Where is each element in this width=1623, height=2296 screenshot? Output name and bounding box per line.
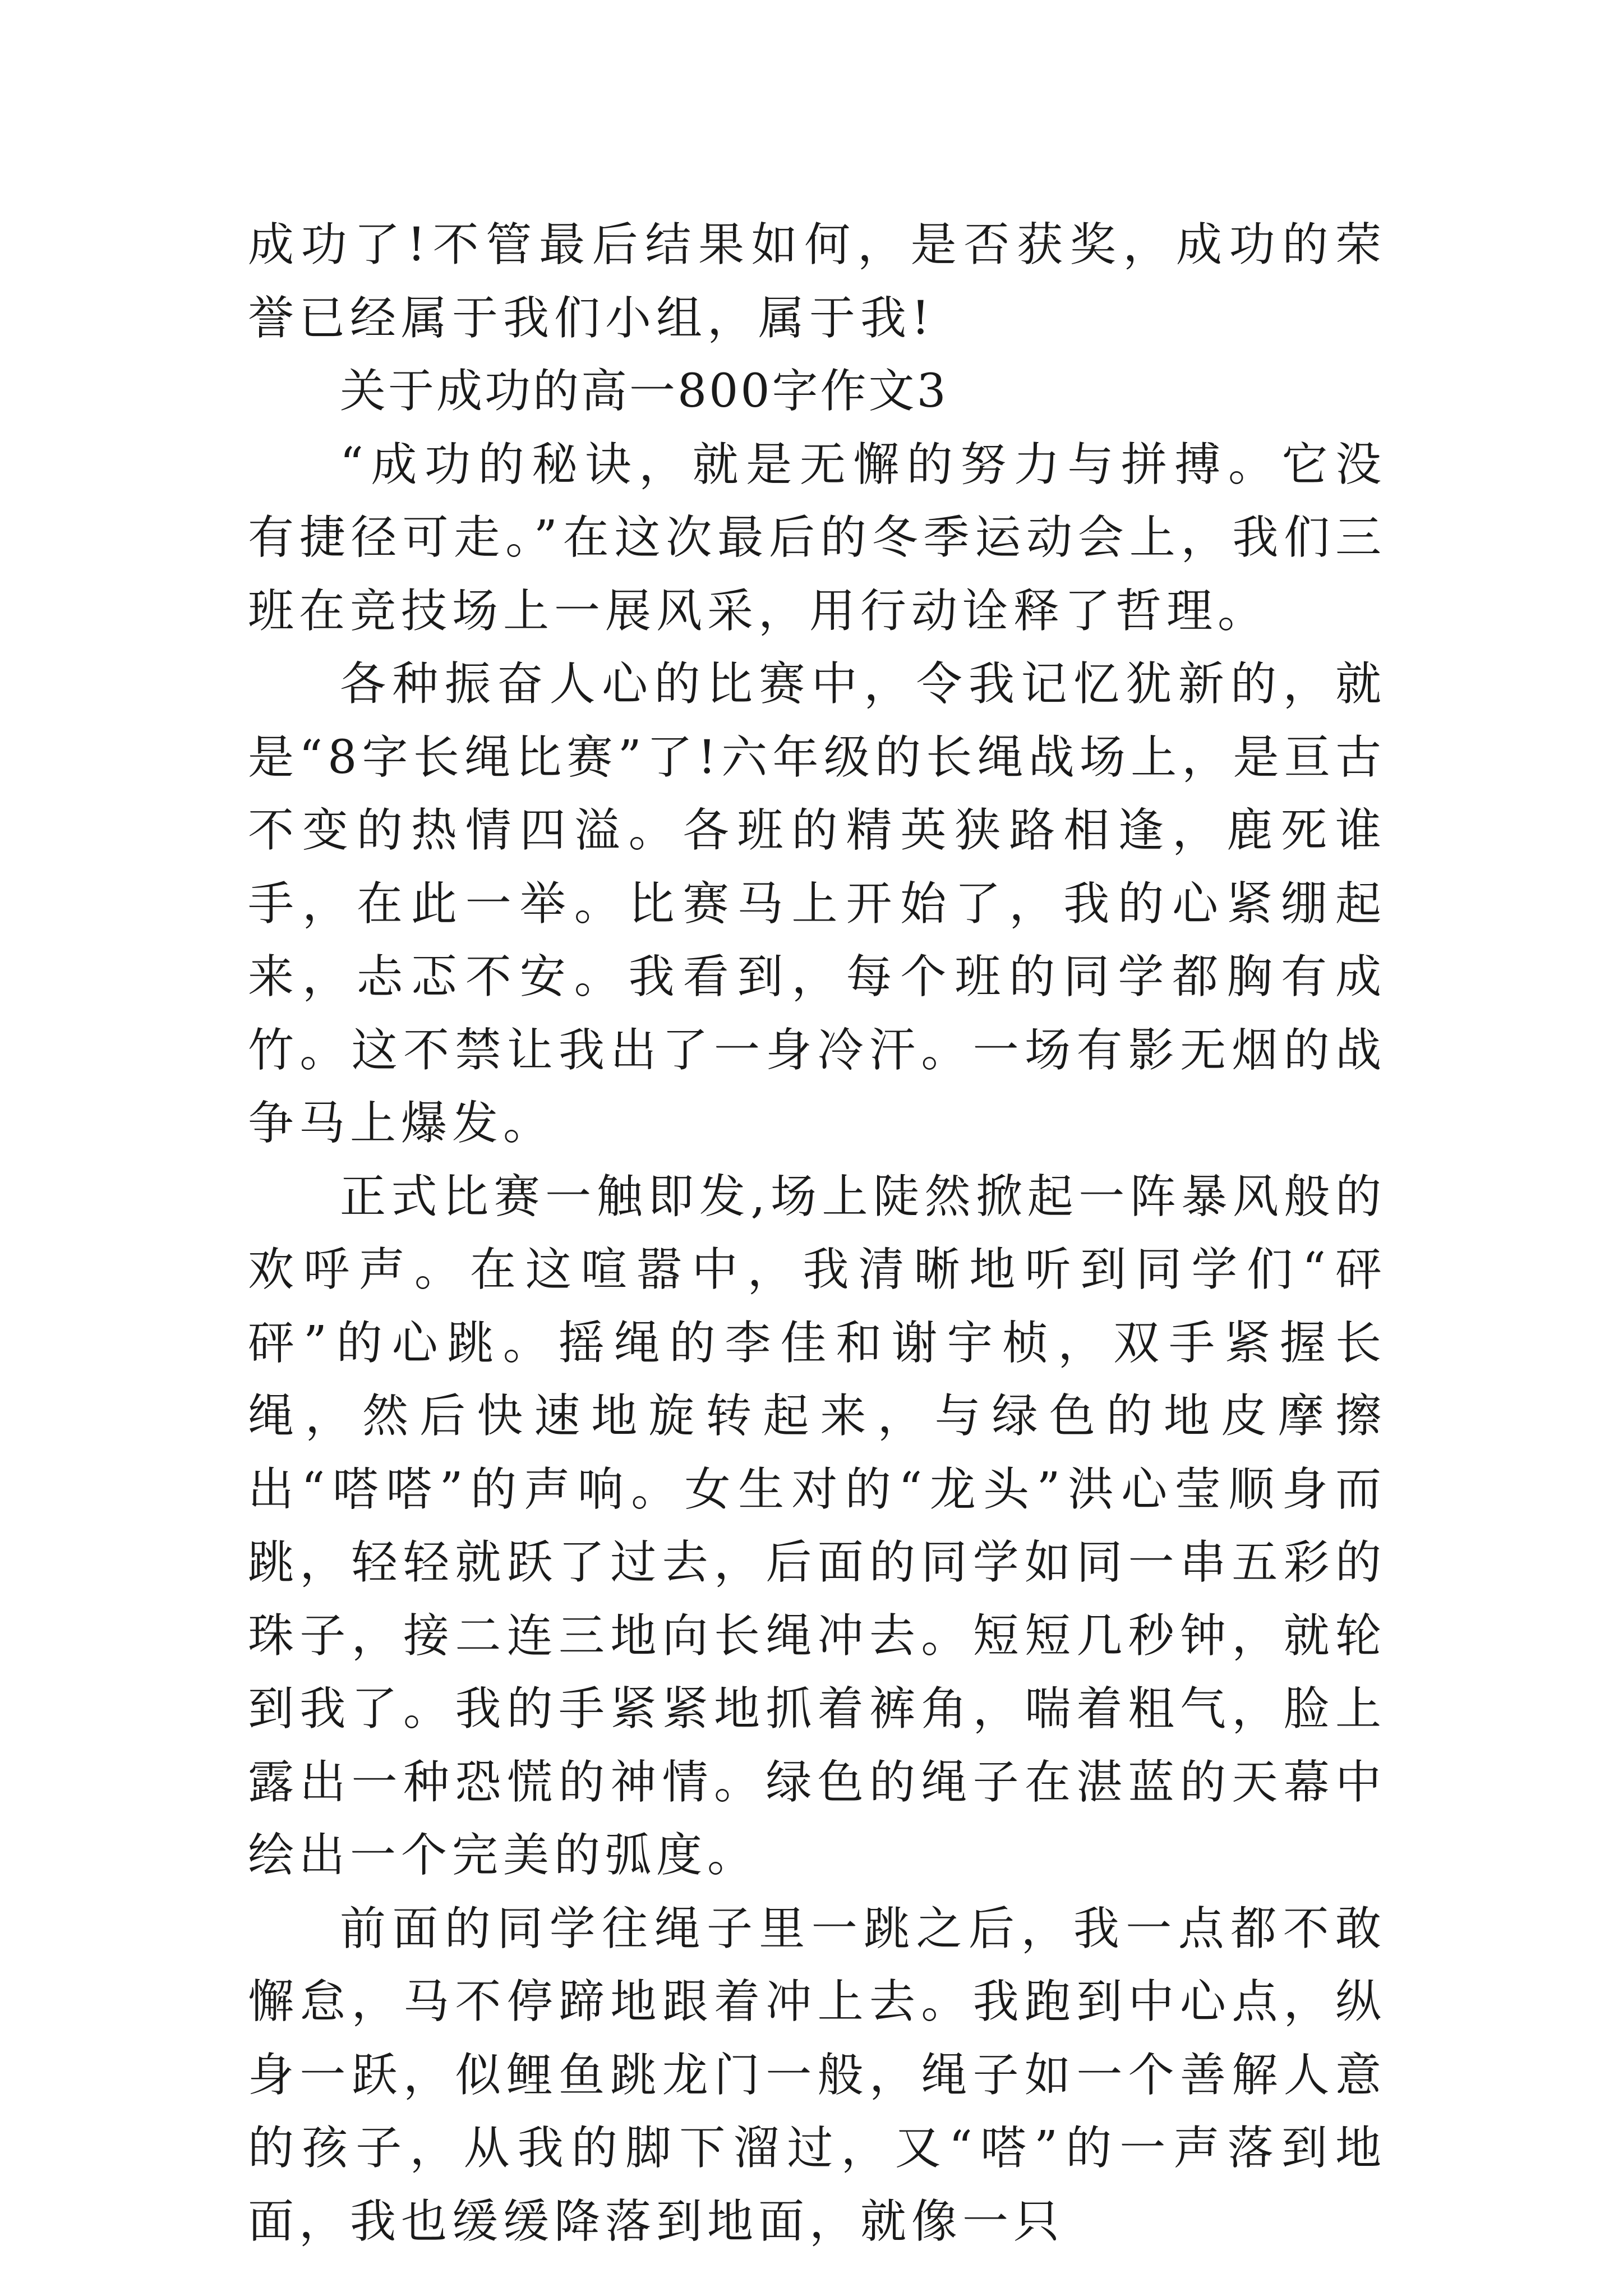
section-heading: 关于成功的高一800字作文3: [340, 365, 948, 418]
paragraph-1: 成功了!不管最后结果如何，是否获奖，成功的荣誉已经属于我们小组，属于我!: [248, 218, 1386, 345]
paragraph-6: 前面的同学往绳子里一跳之后，我一点都不敢懈怠，马不停蹄地跟着冲上去。我跑到中心点，纵身一跃，似鲤鱼跳龙门一般，绳子如一个善解人意的孩子，从我的脚下溜过，又“嗒”的一声落到地面，我也缓缓降落到地面，就像一只: [248, 1902, 1386, 2248]
document-body: [248, 209, 1386, 2258]
paragraph-5: 正式比赛一触即发,场上陡然掀起一阵暴风般的欢呼声。在这喧嚣中，我清晰地听到同学们“砰砰”的心跳。摇绳的李佳和谢宇桢，双手紧握长绳，然后快速地旋转起来，与绿色的地皮摩擦出“嗒嗒”的声响。女生对的“龙头”洪心莹顺身而跳，轻轻就跃了过去，后面的同学如同一串五彩的珠子，接二连三地向长绳冲去。短短几秒钟，就轮到我了。我的手紧紧地抓着裤角，喘着粗气，脸上露出一种恐慌的神情。绿色的绳子在湛蓝的天幕中绘出一个完美的弧度。: [248, 1170, 1386, 1882]
paragraph-3: “成功的秘诀，就是无懈的努力与拼搏。它没有捷径可走。”在这次最后的冬季运动会上，我们三班在竞技场上一展风采，用行动诠释了哲理。: [248, 438, 1386, 638]
paragraph-4: 各种振奋人心的比赛中，令我记忆犹新的，就是“8字长绳比赛”了!六年级的长绳战场上，是亘古不变的热情四溢。各班的精英狭路相逢，鹿死谁手，在此一举。比赛马上开始了，我的心紧绷起来，忐忑不安。我看到，每个班的同学都胸有成竹。这不禁让我出了一身冷汗。一场有影无烟的战争马上爆发。: [248, 657, 1386, 1150]
